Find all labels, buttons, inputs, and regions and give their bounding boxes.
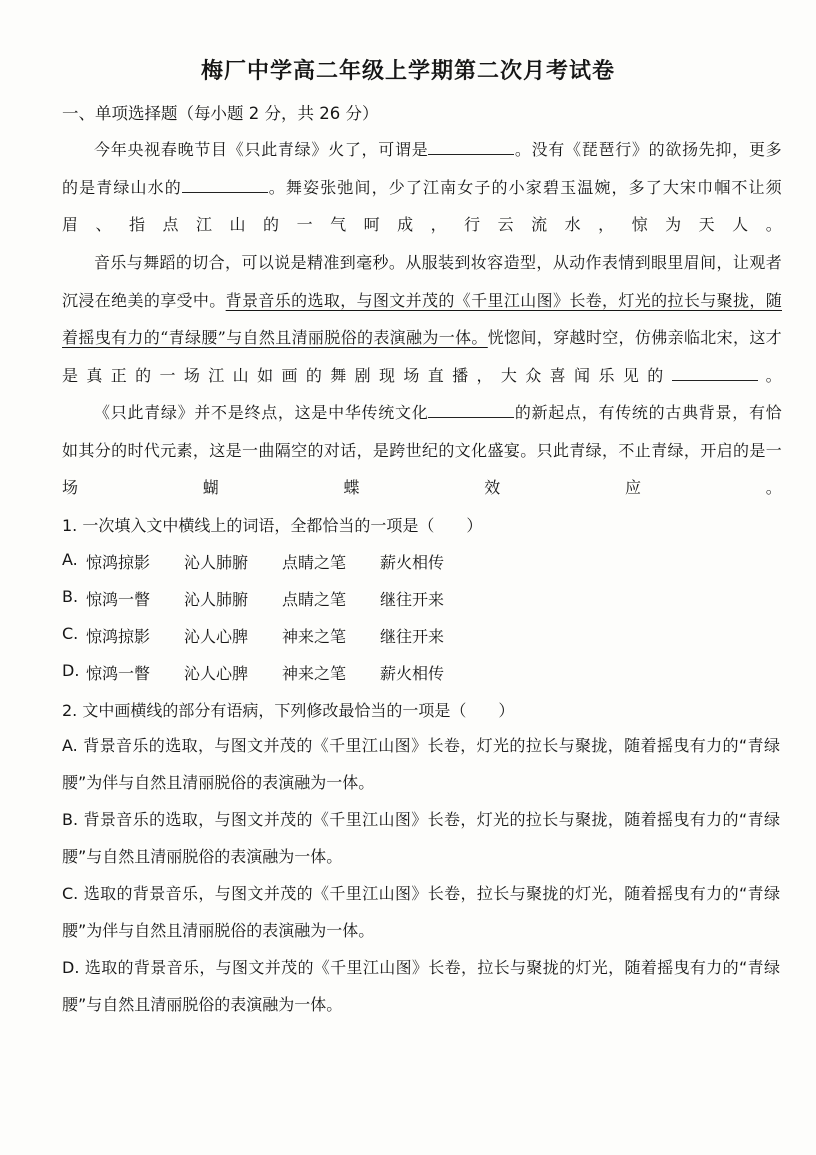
question-1-stem: 1. 一次填入文中横线上的词语，全都恰当的一项是（ ） bbox=[62, 516, 483, 535]
option-word: 薪火相传 bbox=[380, 664, 445, 683]
passage-text: 《只此青绿》并不是终点，这是中华传统文化 bbox=[94, 403, 429, 422]
option-word: 惊鸿掠影 bbox=[86, 627, 151, 646]
q2-option-a[interactable]: A. 背景音乐的选取，与图文并茂的《千里江山图》长卷，灯光的拉长与聚拢，随着摇曳有力的“青绿腰”为伴与自然且清丽脱俗的表演融为一体。 bbox=[62, 736, 780, 792]
question-2-stem: 2. 文中画横线的部分有语病，下列修改最恰当的一项是（ ） bbox=[62, 701, 515, 720]
option-word: 点睛之笔 bbox=[282, 590, 347, 609]
option-word: 沁人心脾 bbox=[184, 664, 249, 683]
option-word: 沁人肺腑 bbox=[184, 553, 249, 572]
option-word: 点睛之笔 bbox=[282, 553, 347, 572]
option-word: 沁人肺腑 bbox=[184, 590, 249, 609]
option-word: 惊鸿掠影 bbox=[86, 553, 151, 572]
passage-text: 恍惚间，穿越时空，仿佛亲临北宋，这才是真正的一场江山如画的舞剧现场直播，大众喜闻乐见的 bbox=[62, 328, 782, 385]
option-word: 神来之笔 bbox=[282, 664, 347, 683]
exam-title: 梅厂中学高二年级上学期第二次月考试卷 bbox=[200, 59, 615, 84]
option-word: 沁人心脾 bbox=[184, 627, 249, 646]
passage-text: 。舞姿张弛间，少了江南女子的小家碧玉温婉，多了大宋巾帼不让须眉、指点江山的一气呵成，行云流水，惊为天人。 bbox=[62, 177, 782, 234]
passage-paragraph-1 bbox=[62, 131, 782, 244]
answer-blank-2 bbox=[182, 175, 268, 193]
answer-blank-3 bbox=[672, 363, 758, 381]
underlined-sentence: 背景音乐的选取，与图文并茂的《千里江山图》长卷，灯光的拉长与聚拢，随着摇曳有力的“青绿腰”与自然且清丽脱俗的表演融为一体。 bbox=[62, 290, 782, 347]
option-word: 惊鸿一瞥 bbox=[86, 590, 151, 609]
answer-blank-4 bbox=[428, 400, 514, 418]
passage-paragraph-2 bbox=[62, 244, 782, 394]
option-word: 神来之笔 bbox=[282, 627, 347, 646]
passage-text: 。 bbox=[757, 365, 782, 385]
option-word: 惊鸿一瞥 bbox=[86, 664, 151, 683]
passage-text: 。没有《琵琶行》的欲扬先抑，更多的是青绿山水的 bbox=[62, 140, 782, 197]
option-word: 继往开来 bbox=[380, 627, 445, 646]
q2-option-d[interactable]: D. 选取的背景音乐，与图文并茂的《千里江山图》长卷，拉长与聚拢的灯光，随着摇曳有力的“青绿腰”与自然且清丽脱俗的表演融为一体。 bbox=[62, 958, 780, 1014]
answer-blank-1 bbox=[428, 137, 514, 155]
passage-text: 今年央视春晚节目《只此青绿》火了，可谓是 bbox=[94, 140, 429, 159]
section-heading: 一、单项选择题（每小题 2 分，共 26 分） bbox=[62, 104, 379, 123]
option-label: A. bbox=[62, 550, 78, 569]
q2-option-c[interactable]: C. 选取的背景音乐，与图文并茂的《千里江山图》长卷，拉长与聚拢的灯光，随着摇曳有力的“青绿腰”为伴与自然且清丽脱俗的表演融为一体。 bbox=[62, 884, 780, 940]
option-label: B. bbox=[62, 587, 79, 606]
option-label: D. bbox=[62, 661, 80, 680]
passage-text: 音乐与舞蹈的切合，可以说是精准到毫秒。从服装到妆容造型，从动作表情到眼里眉间，让观者沉浸在绝美的享受中。 bbox=[62, 253, 782, 310]
passage-text: 的新起点，有传统的古典背景，有恰如其分的时代元素，这是一曲隔空的对话，是跨世纪的文化盛宴。只此青绿，不止青绿，开启的是一场蝴蝶效应。 bbox=[62, 403, 782, 497]
option-word: 薪火相传 bbox=[380, 553, 445, 572]
passage-paragraph-3 bbox=[62, 394, 782, 507]
option-label: C. bbox=[62, 624, 79, 643]
option-word: 继往开来 bbox=[380, 590, 445, 609]
q2-option-b[interactable]: B. 背景音乐的选取，与图文并茂的《千里江山图》长卷，灯光的拉长与聚拢，随着摇曳有力的“青绿腰”与自然且清丽脱俗的表演融为一体。 bbox=[62, 810, 780, 866]
